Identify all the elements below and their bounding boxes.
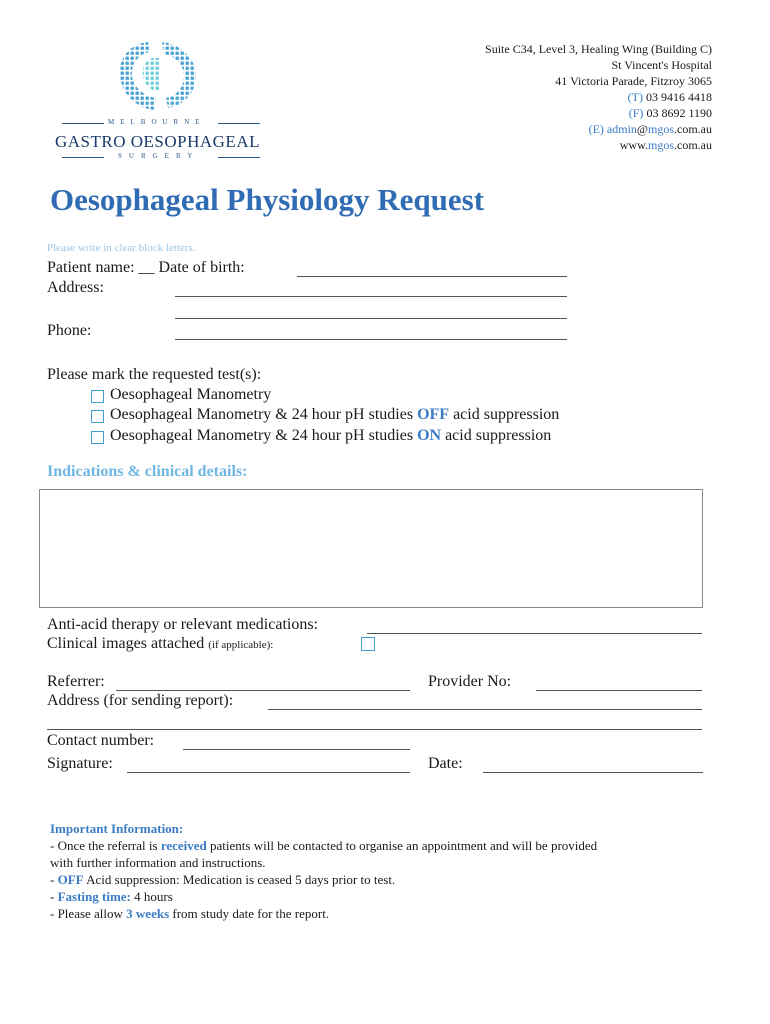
email-domain: mgos [647,122,674,136]
logo-bottom-text: SURGERY [118,152,200,160]
fax-value: 03 8692 1190 [646,106,712,120]
important-information [50,820,597,922]
web-suffix: .com.au [674,138,712,152]
date-label: Date: [428,755,463,772]
test-3-label: Oesophageal Manometry & 24 hour pH studies ON acid suppression [110,427,552,444]
clinical-images-label: Clinical images attached (if applicable): [47,635,274,652]
logo-rule-right [218,123,260,124]
phone-label: Phone: [47,322,92,339]
test-2-checkbox[interactable] [91,410,104,423]
email-at: @ [636,122,648,136]
address-line-1: Suite C34, Level 3, Healing Wing (Building C) [485,42,712,56]
email-suffix: .com.au [674,122,712,136]
indications-heading: Indications & clinical details: [47,463,248,480]
contact-number-label: Contact number: [47,732,155,749]
logo-rule-bottom-left [62,157,104,158]
date-field[interactable] [483,772,703,773]
page-title: Oesophageal Physiology Request [50,182,485,217]
signature-label: Signature: [47,755,113,772]
info-line-5: - Please allow 3 weeks from study date for the report. [50,906,330,921]
report-address-field-1[interactable] [268,709,702,710]
signature-field[interactable] [127,772,410,773]
logo-rule-bottom-right [218,157,260,158]
phone-field[interactable] [175,339,567,340]
block-letters-hint: Please write in clear block letters. [47,242,196,254]
contact-number-field[interactable] [183,749,410,750]
address-label: Address: [47,279,104,296]
phone-value: 03 9416 4418 [646,90,712,104]
test-1-label: Oesophageal Manometry [110,386,272,403]
phone-label: (T) [627,90,643,104]
fax-line [485,105,712,121]
info-line-1: - Once the referral is received patients will be contacted to organise an appointment and will be provided [50,838,598,853]
provider-label: Provider No: [428,673,512,690]
address-line-3: 41 Victoria Parade, Fitzroy 3065 [555,74,712,88]
fax-label: (F) [628,106,644,120]
address-field-line-1[interactable] [175,296,567,297]
logo-mark-icon [110,36,210,116]
anti-acid-label: Anti-acid therapy or relevant medications: [47,616,319,633]
indications-textarea[interactable] [39,489,703,608]
report-address-label: Address (for sending report): [47,692,234,709]
clinical-images-checkbox[interactable] [361,637,375,651]
clinic-contact-block [485,41,712,153]
web-prefix: www. [619,138,648,152]
referrer-field[interactable] [116,690,410,691]
address-field-line-2[interactable] [175,318,567,319]
info-heading: Important Information: [50,821,184,836]
dob-label: Date of birth: [158,259,245,276]
test-1-checkbox[interactable] [91,390,104,403]
website-line[interactable] [485,137,712,153]
logo-top-text: MELBOURNE [108,118,206,126]
off-highlight: OFF [417,406,450,423]
patient-name-label: Patient name: __ Date of birth: [47,259,245,276]
info-line-4: - Fasting time: 4 hours [50,889,173,904]
phone-line [485,89,712,105]
address-line-2: St Vincent's Hospital [611,58,712,72]
web-domain: mgos [647,138,674,152]
on-highlight: ON [417,427,442,444]
referrer-label: Referrer: [47,673,105,690]
info-line-2: with further information and instructions. [50,855,266,870]
report-address-field-2[interactable] [47,729,702,730]
logo-rule-left [62,123,104,124]
test-3-checkbox[interactable] [91,431,104,444]
logo-name: GASTRO OESOPHAGEAL [55,132,260,151]
test-2-label: Oesophageal Manometry & 24 hour pH studies OFF acid suppression [110,406,560,423]
dob-field[interactable] [297,276,567,277]
clinical-images-note: (if applicable): [208,639,274,651]
tests-prompt: Please mark the requested test(s): [47,366,262,383]
anti-acid-field[interactable] [367,633,702,634]
info-line-3: - OFF Acid suppression: Medication is ceased 5 days prior to test. [50,872,396,887]
email-label: (E) admin [588,122,637,136]
provider-field[interactable] [536,690,702,691]
email-line[interactable] [485,121,712,137]
